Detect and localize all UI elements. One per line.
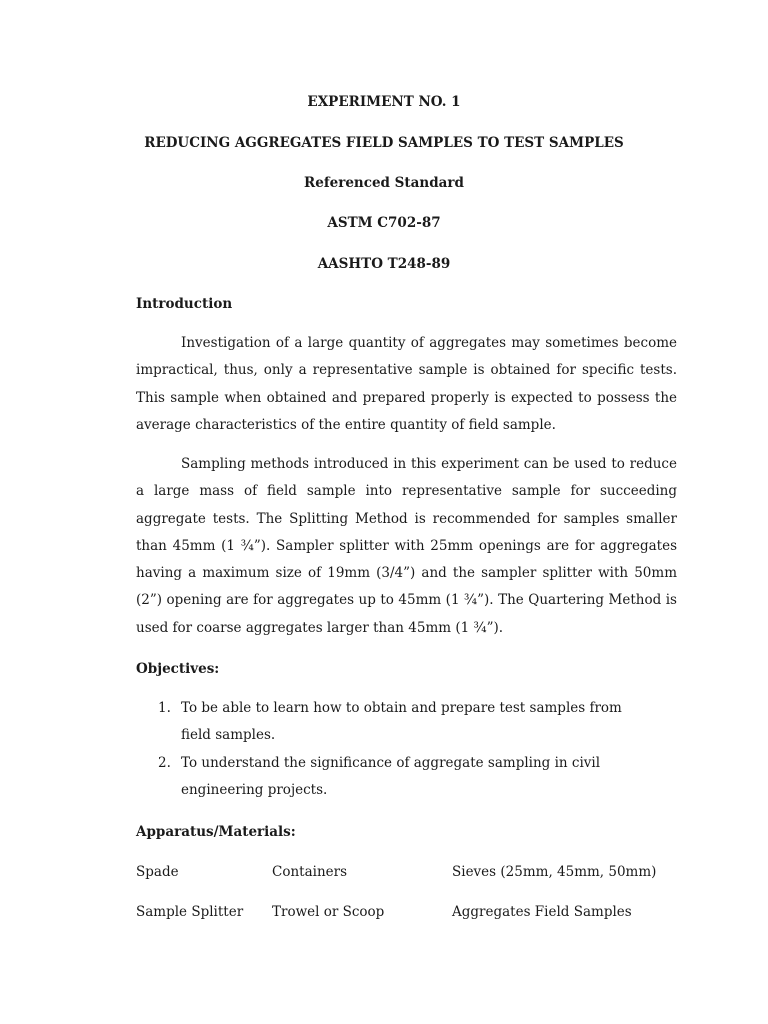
- apparatus-item: Containers: [272, 864, 348, 880]
- objectives-list: [136, 695, 677, 804]
- apparatus-item: Trowel or Scoop: [272, 904, 385, 920]
- apparatus-heading: Apparatus/Materials:: [136, 824, 296, 840]
- referenced-standard-label: Referenced Standard: [304, 175, 464, 191]
- apparatus-row: [136, 903, 696, 921]
- experiment-number: EXPERIMENT NO. 1: [307, 94, 461, 110]
- list-item-text: To be able to learn how to obtain and prepare test samples from field samples.: [181, 700, 622, 744]
- introduction-paragraph-2: Sampling methods introduced in this experiment can be used to reduce a large mass of field sample into representative sample for succeeding aggregate tests. The Splitting Method is recommended for samples smaller than 45mm (1 ¾”). Sampler splitter with 25mm openings are for aggregates having a maximum size of 19mm (3/4”) and the sampler splitter with 50mm (2”) opening are for aggregates up to 45mm (1 ¾”). The Quartering Method is used for coarse aggregates larger than 45mm (1 ¾”).: [136, 456, 677, 636]
- document-title: REDUCING AGGREGATES FIELD SAMPLES TO TEST SAMPLES: [144, 135, 624, 151]
- apparatus-item: Aggregates Field Samples: [452, 904, 632, 920]
- list-item-number: 2.: [158, 754, 171, 771]
- standard-astm: ASTM C702-87: [327, 215, 441, 231]
- list-item: [136, 695, 677, 750]
- objectives-heading: Objectives:: [136, 661, 220, 677]
- list-item-number: 1.: [158, 700, 171, 716]
- apparatus-item: Spade: [136, 864, 179, 880]
- introduction-paragraph-1: Investigation of a large quantity of aggregates may sometimes become impractical, thus, only a representative sample is obtained for specific tests. This sample when obtained and prepared properly is expected to possess the average characteristics of the entire quantity of field sample.: [136, 335, 677, 433]
- apparatus-item: Sieves (25mm, 45mm, 50mm): [452, 864, 657, 880]
- standard-aashto: AASHTO T248-89: [317, 256, 451, 272]
- list-item: [136, 750, 677, 805]
- list-item-text: To understand the significance of aggregate sampling in civil engineering projects.: [181, 754, 601, 798]
- introduction-heading: Introduction: [136, 296, 233, 312]
- apparatus-item: Sample Splitter: [136, 904, 244, 920]
- apparatus-row: [136, 863, 696, 881]
